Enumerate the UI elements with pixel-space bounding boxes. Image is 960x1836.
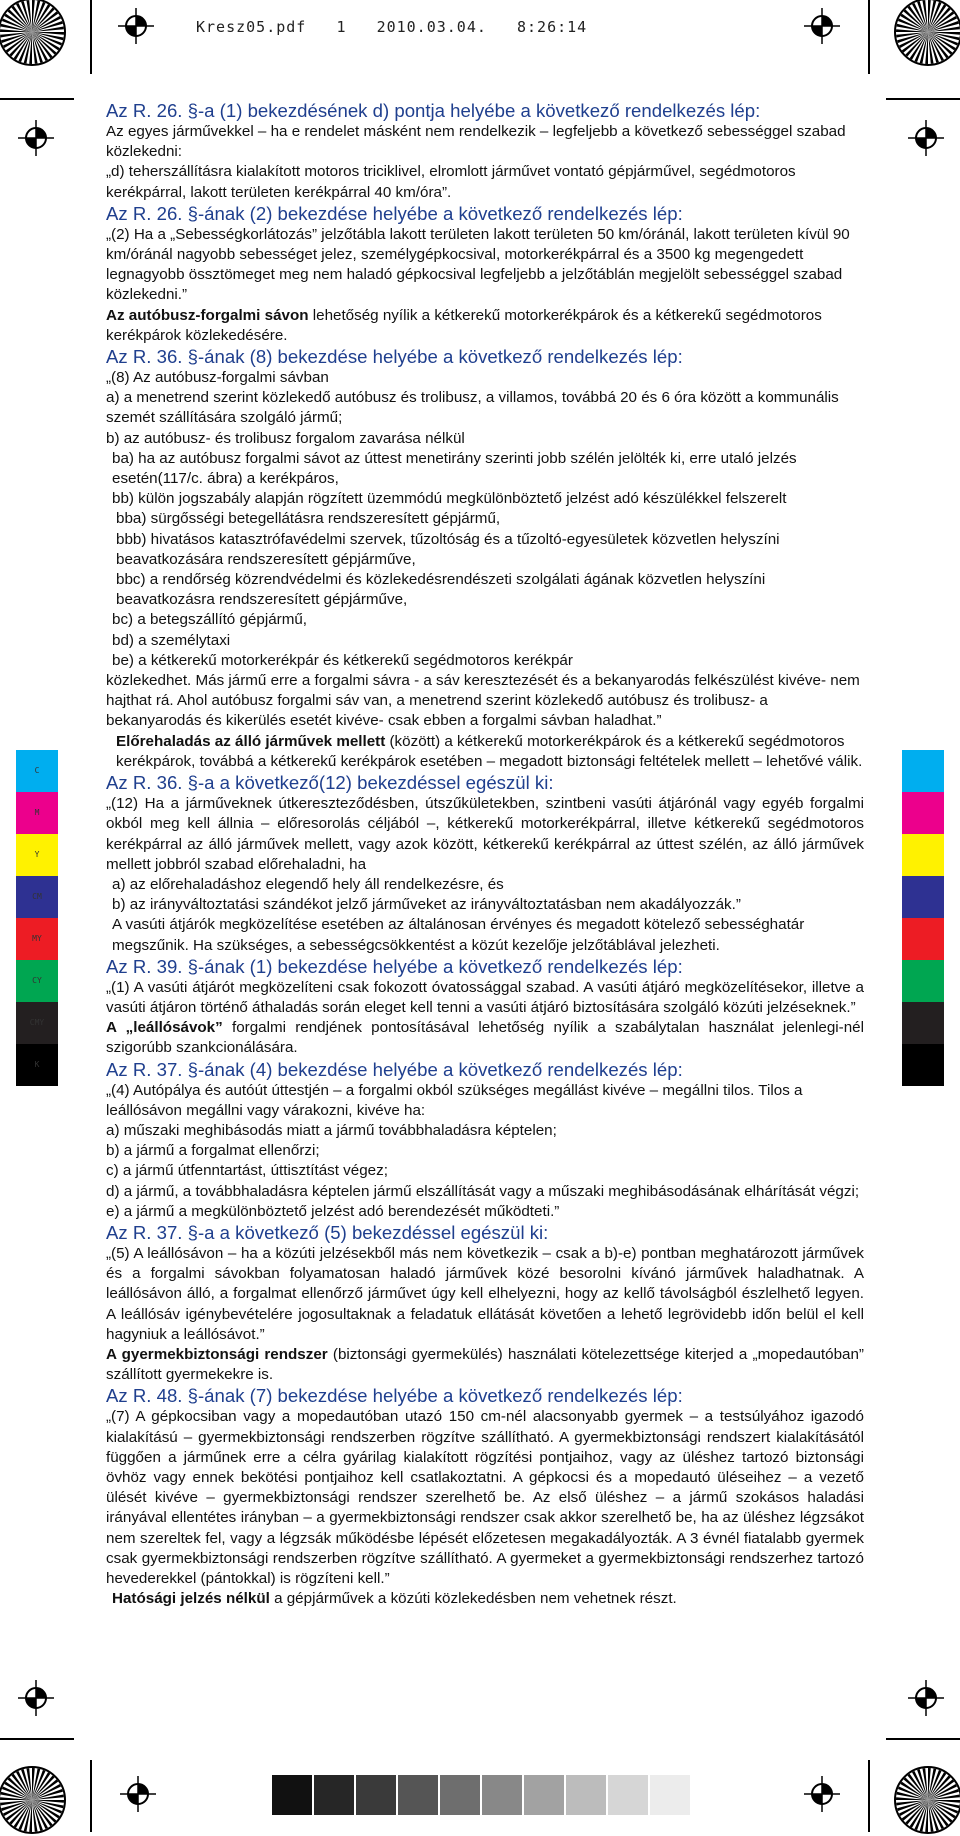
color-bar-left: [16, 750, 58, 1086]
color-swatch: CY: [16, 960, 58, 1002]
section-heading: [106, 100, 864, 122]
color-swatch: MY: [16, 918, 58, 960]
gray-swatch: [608, 1775, 648, 1815]
paragraph-text: „(1) A vasúti átjárót megközelíteni csak fokozott óvatossággal szabad. A vasúti átjáró megközelítésekor, illetve a vasúti átjáron történő áthaladás során eleget kell tenni a vasúti átjáró biztosítására szolgáló közúti jelzéseknek.”: [106, 978, 864, 1016]
registration-mark-icon: [804, 1776, 840, 1812]
paragraph: [106, 1081, 864, 1121]
paragraph-text: „(8) Az autóbusz-forgalmi sávban: [106, 369, 329, 387]
paragraph-text: bc) a betegszállító gépjármű,: [112, 611, 308, 629]
paragraph-text: Az R. 37. §-a a következő (5) bekezdéssel egészül ki:: [106, 1221, 549, 1243]
paragraph: [106, 794, 864, 875]
paragraph-text: lehetőség nyílik a kétkerekű motorkerékpárok és a kétkerekű segédmotoros kerékpárok közlekedésére.: [106, 306, 822, 344]
trim-mark-bottom-right: [868, 1760, 870, 1832]
color-swatch: C: [16, 750, 58, 792]
paragraph-text: Az R. 48. §-ának (7) bekezdése helyébe a következő rendelkezés lép:: [106, 1385, 683, 1407]
paragraph-text: bb) külön jogszabály alapján rögzített üzemmódú megkülönböztető jelzést adó készülékkel felszerelt: [112, 490, 787, 508]
paragraph: [106, 671, 864, 732]
gray-swatch: [482, 1775, 522, 1815]
registration-mark-icon: [118, 8, 154, 44]
paragraph-text: a) a menetrend szerint közlekedő autóbusz és trolibusz, a villamos, továbbá 20 és 6 óra között a kommunális szemét szállítására szolgáló jármű;: [106, 389, 839, 427]
star-target-icon: [0, 1764, 68, 1836]
paragraph-text: c) a jármű útfenntartást, úttisztítást végez;: [106, 1162, 388, 1180]
paragraph: [106, 610, 864, 630]
registration-mark-icon: [908, 120, 944, 156]
paragraph: [106, 1202, 864, 1222]
star-target-icon: [892, 0, 960, 68]
paragraph-text: Az egyes járművekkel – ha e rendelet másként nem rendelkezik – legfeljebb a következő sebességgel szabad közlekedni:: [106, 123, 846, 161]
section-heading: [106, 1222, 864, 1244]
color-swatch: Y: [16, 834, 58, 876]
trim-mark-top-right: [868, 0, 870, 74]
trim-mark-left-bottom: [0, 1738, 74, 1740]
paragraph: [106, 651, 864, 671]
slug-filename: Kresz05.pdf: [196, 18, 307, 36]
bold-lead: A gyermekbiztonsági rendszer: [106, 1345, 328, 1363]
section-heading: [106, 772, 864, 794]
paragraph: [106, 915, 864, 955]
color-swatch: [902, 1044, 944, 1086]
paragraph: [106, 489, 864, 509]
paragraph: [106, 1182, 864, 1202]
document-body: [106, 100, 864, 1609]
color-swatch: [902, 876, 944, 918]
gray-swatch: [524, 1775, 564, 1815]
paragraph-text: „(2) Ha a „Sebességkorlátozás” jelzőtábla lakott területen lakott területen 50 km/óránál, lakott területen kívül 90 km/óránál nagyobb sebességet jelez, személygépkocsival, motorkerékpárral és a 3500 kg megengedett legnagyobb össztömeget meg nem haladó gépkocsival legfeljebb a jelzőtáblán megjelölt sebességgel szabad közlekedni.”: [106, 225, 850, 304]
paragraph-text: A vasúti átjárók megközelítése esetében az általánosan érvényes és megadott kötelező sebességhatár megszűnik. Ha szükséges, a sebességcsökkentést a közút kezelője jelzőtáblával jelezheti.: [112, 916, 805, 954]
gray-swatch: [314, 1775, 354, 1815]
gray-swatch: [566, 1775, 606, 1815]
paragraph: [106, 509, 864, 529]
slug-page: 1: [336, 18, 347, 36]
registration-mark-icon: [18, 1680, 54, 1716]
paragraph-text: Az R. 36. §-a a következő(12) bekezdéssel egészül ki:: [106, 772, 554, 794]
paragraph: [106, 1589, 864, 1609]
color-swatch: [902, 834, 944, 876]
color-swatch: [902, 918, 944, 960]
trim-mark-right-top: [886, 98, 960, 100]
star-target-icon: [0, 0, 68, 68]
paragraph: [106, 570, 864, 610]
paragraph: [106, 368, 864, 388]
paragraph-text: d) a jármű, a továbbhaladásra képtelen jármű elszállítását vagy a műszaki meghibásodásának elhárítását végzi;: [106, 1182, 860, 1200]
paragraph: [106, 162, 864, 202]
paragraph-text: bba) sürgősségi betegellátásra rendszeresített gépjármű,: [116, 510, 501, 528]
color-swatch: [902, 792, 944, 834]
paragraph-text: közlekedhet. Más jármű erre a forgalmi sávra - a sáv keresztezését és a bekanyarodás felkészülést kivéve- nem hajthat rá. Ahol autóbusz forgalmi sáv van, a menetrend szerint közlekedő autóbusz és trolibusz- a bekanyarodás és kikerülés esetét kivéve- csak ebben a forgalmi sávban haladhat.”: [106, 672, 860, 730]
paragraph: [106, 1121, 864, 1141]
paragraph-text: „(4) Autópálya és autóút úttestjén – a forgalmi okból szükséges megállást kivéve – megállni tilos. Tilos a leállósávon megállni vagy várakozni, kivéve ha:: [106, 1081, 803, 1119]
color-swatch: CM: [16, 876, 58, 918]
grayscale-bar: [272, 1775, 692, 1815]
star-target-icon: [892, 1764, 960, 1836]
slug-time: 8:26:14: [517, 18, 588, 36]
paragraph: [106, 225, 864, 306]
gray-swatch: [272, 1775, 312, 1815]
paragraph: [106, 875, 864, 895]
paragraph-text: b) a jármű a forgalmat ellenőrzi;: [106, 1142, 320, 1160]
trim-mark-right-bottom: [886, 1738, 960, 1740]
color-swatch: [902, 960, 944, 1002]
gray-swatch: [440, 1775, 480, 1815]
paragraph: [106, 388, 864, 428]
color-swatch: [902, 1002, 944, 1044]
gray-swatch: [356, 1775, 396, 1815]
paragraph: [106, 530, 864, 570]
section-heading: [106, 1385, 864, 1407]
registration-mark-icon: [18, 120, 54, 156]
paragraph-text: be) a kétkerekű motorkerékpár és kétkerekű segédmotoros kerékpár: [112, 651, 573, 669]
paragraph: [106, 895, 864, 915]
section-heading: [106, 203, 864, 225]
paragraph-text: „d) teherszállításra kialakított motoros triciklivel, elromlott járművet vontató gépjárművel, segédmotoros kerékpárral, lakott területen kerékpárral 40 km/óra”.: [106, 163, 796, 201]
paragraph: [106, 306, 864, 346]
paragraph-text: bd) a személytaxi: [112, 631, 231, 649]
paragraph: [106, 1345, 864, 1385]
bold-lead: Hatósági jelzés nélkül: [112, 1590, 270, 1608]
paragraph-text: Az R. 26. §-a (1) bekezdésének d) pontja helyébe a következő rendelkezés lép:: [106, 100, 761, 121]
slug-date: 2010.03.04.: [376, 18, 487, 36]
paragraph-text: a) az előrehaladáshoz elegendő hely áll rendelkezésre, és: [112, 875, 504, 893]
color-swatch: M: [16, 792, 58, 834]
color-swatch: [902, 750, 944, 792]
paragraph-text: b) az autóbusz- és trolibusz forgalom zavarása nélkül: [106, 429, 465, 447]
paragraph-text: Az R. 26. §-ának (2) bekezdése helyébe a következő rendelkezés lép:: [106, 202, 683, 224]
paragraph-text: Az R. 36. §-ának (8) bekezdése helyébe a következő rendelkezés lép:: [106, 346, 683, 368]
paragraph-text: (biztonsági gyermekülés) használati kötelezettsége kiterjed a „mopedautóban” szállított gyermekekre is.: [106, 1345, 864, 1384]
color-swatch: K: [16, 1044, 58, 1086]
paragraph: [106, 429, 864, 449]
paragraph-text: a gépjárművek a közúti közlekedésben nem vehetnek részt.: [269, 1590, 677, 1608]
paragraph-text: „(12) Ha a járműveknek útkereszteződésben, útszűkületekben, szintbeni vasúti átjárónál vagy egyéb forgalmi okból meg kell állnia – előresorolás céljából –, kétkerekű motorkerékpárral, illetve kétkerekű segédmotoros kerékpárral az álló járművek mellett, vagy azok között, kétkerekű kerékpárral az úttest szélén, az álló járművek mellett jobbról szabad előrehaladni, ha: [106, 795, 864, 873]
paragraph-text: „(5) A leállósávon – ha a közúti jelzésekből más nem következik – csak a b)-e) pontban meghatározott járművek és a forgalmi sávokban folyamatosan haladó járművek közé besorolni kívánó járművek haladhatnak. A leállósávon álló, a forgalmat ellenőrző járművet úgy kell elhelyezni, hogy az kellő távolságból észlelhető legyen. A leállósáv igénybevételére jogosultaknak a feladatuk ellátását követően a lehető legrövidebb időn belül el kell hagyniuk a leállósávot.”: [106, 1244, 864, 1343]
paragraph: [106, 631, 864, 651]
color-bar-right: [902, 750, 944, 1086]
paragraph: [106, 1407, 864, 1589]
section-heading: [106, 956, 864, 978]
paragraph-text: bbc) a rendőrség közrendvédelmi és közlekedésrendészeti szolgálati ágának közvetlen helyszíni beavatkozásra rendszeresített gépjárműve,: [116, 571, 766, 609]
paragraph-text: (között) a kétkerekű motorkerékpárok és a kétkerekű segédmotoros kerékpárok, továbbá a kétkerekű kerékpárok esetében – megadott biztonsági feltételek mellett – lehetővé válik.: [116, 732, 863, 770]
bold-lead: Az autóbusz-forgalmi sávon: [106, 306, 309, 324]
color-swatch: CMY: [16, 1002, 58, 1044]
paragraph-text: „(7) A gépkocsiban vagy a mopedautóban utazó 150 cm-nél alacsonyabb gyermek – a testsúlyához igazodó kialakítású – gyermekbiztonsági rendszerben rögzítve szállítható. A gyermekbiztonsági rendszert kialakításától függően a járműnek erre a célra gyárilag kialakított rögzítési pontjaihoz, vagy az üléshez tartozó biztonsági övhöz vagy ennek bekötési pontjaihoz kell csatlakoztatni. A gépkocsi és a mopedautó üléseihez – a vezető ülését kivéve – gyermekbiztonsági rendszer szerelhető be. Az első üléshez – a jármű szokásos haladási irányával ellentétes irányban – a gyermekbiztonsági rendszer csak akkor szerelhető be, ha az üléshez légzsákot nem szereltek fel, vagy a légzsák működésbe lépését előzetesen megakadályozták. A 3 évnél fiatalabb gyermek csak gyermekbiztonsági rendszerben rögzítve szállítható. A gyermeket a gyermekbiztonsági rendszerhez tartozó hevederekkel (pántokkal) is rögzíteni kell.”: [106, 1408, 864, 1587]
paragraph-text: a) műszaki meghibásodás miatt a jármű továbbhaladásra képtelen;: [106, 1121, 557, 1139]
paragraph: [106, 1141, 864, 1161]
bold-lead: Előrehaladás az álló járművek mellett: [116, 732, 386, 750]
gray-swatch: [650, 1775, 690, 1815]
trim-mark-bottom-left: [90, 1760, 92, 1832]
paragraph: [106, 732, 864, 772]
registration-mark-icon: [120, 1776, 156, 1812]
paragraph-text: e) a jármű a megkülönböztető jelzést adó berendezését működteti.”: [106, 1202, 560, 1220]
paragraph: [106, 1244, 864, 1345]
paragraph: [106, 978, 864, 1018]
paragraph-text: b) az irányváltoztatási szándékot jelző járműveket az irányváltoztatásban nem akadályozzák.”: [112, 896, 741, 914]
registration-mark-icon: [908, 1680, 944, 1716]
paragraph-text: ba) ha az autóbusz forgalmi sávot az úttest menetirány szerinti jobb szélén jelölték ki, erre utaló jelzés esetén(117/c. ábra) a kerékpáros,: [112, 449, 797, 488]
paragraph: [106, 449, 864, 489]
trim-mark-left-top: [0, 98, 74, 100]
paragraph-text: forgalmi rendjének pontosításával lehetőség nyílik a szabálytalan használat jelenlegi-nél szigorúbb szankcionálására.: [106, 1019, 864, 1057]
paragraph-text: Az R. 37. §-ának (4) bekezdése helyébe a következő rendelkezés lép:: [106, 1058, 683, 1080]
paragraph: [106, 122, 864, 162]
section-heading: [106, 1059, 864, 1081]
section-heading: [106, 346, 864, 368]
paragraph: [106, 1018, 864, 1058]
bold-lead: A „leállósávok”: [106, 1019, 223, 1037]
paragraph: [106, 1161, 864, 1181]
print-slug: [196, 18, 587, 36]
trim-mark-top-left: [90, 0, 92, 74]
paragraph-text: Az R. 39. §-ának (1) bekezdése helyébe a következő rendelkezés lép:: [106, 955, 683, 977]
paragraph-text: bbb) hivatásos katasztrófavédelmi szervek, tűzoltóság és a tűzoltó-egyesületek közvetlen helyszíni beavatkozására rendszeresített gépjárműve,: [116, 530, 780, 568]
gray-swatch: [398, 1775, 438, 1815]
registration-mark-icon: [804, 8, 840, 44]
